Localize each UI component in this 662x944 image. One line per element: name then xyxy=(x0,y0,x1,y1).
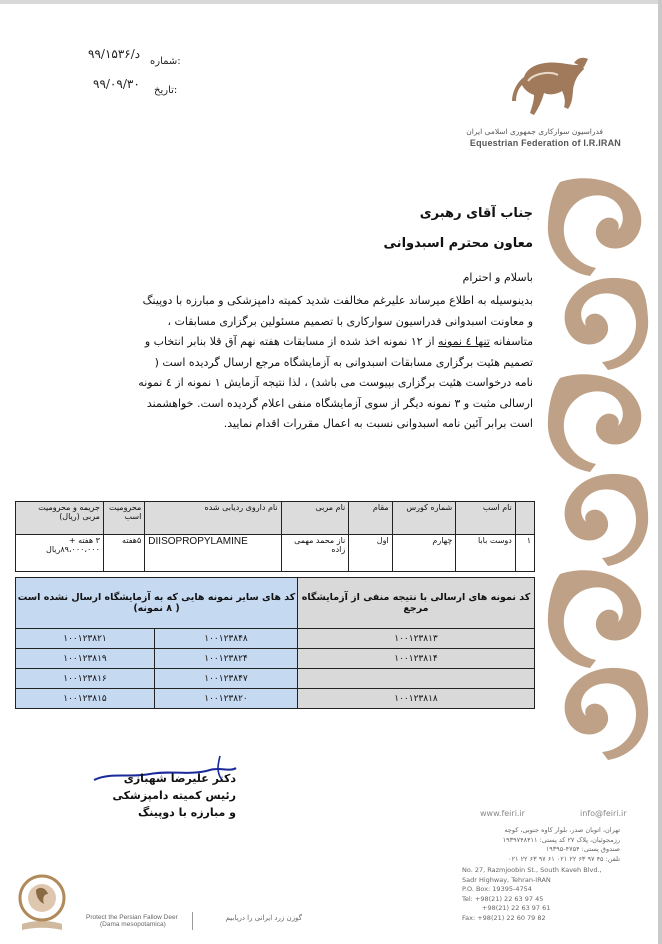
other-code: ۱۰۰۱۲۳۸۲۴ xyxy=(155,649,298,669)
body-line-5: نامه درخواست هئیت برگزاری بپیوست می باشد) ، لذا نتیجه آزمایش ۱ نمونه از ٤ نمونه xyxy=(138,376,533,389)
col-header-race-number: شماره کورس xyxy=(392,502,456,535)
violation-table-row xyxy=(16,535,535,572)
letter-date-value: ۹۹/۰۹/۳۰ xyxy=(93,77,140,91)
other-code: ۱۰۰۱۲۳۸۲۰ xyxy=(155,689,298,709)
cell-horse-name: دوست بابا xyxy=(456,535,516,572)
cell-trainer-fine: ۳ هفته + ۸۹،۰۰۰،۰۰۰ریال xyxy=(16,535,104,572)
deer-slogan-en xyxy=(86,914,178,928)
letter-number-label: شماره: xyxy=(150,56,181,67)
deer-slogan-en-sub: (Dama mesopotamica) xyxy=(100,921,166,928)
letter-number-value: ۹۹/د/۱۵۳۶ xyxy=(88,47,141,61)
col-header-horse-name: نام اسب xyxy=(456,502,516,535)
signer-name: دکتر علیرضا شهبازی xyxy=(123,772,236,785)
underlined-phrase: تنها ٤ نمونه xyxy=(438,335,490,348)
letter-body xyxy=(71,291,533,435)
signer-title-1: رئیس کمیته دامپزشکی xyxy=(112,789,236,802)
cell-trainer: ناز محمد مهمی زاده xyxy=(281,535,349,572)
negative-code xyxy=(298,669,535,689)
negative-code: ۱۰۰۱۲۳۸۱۴ xyxy=(298,649,535,669)
org-name-en: Equestrian Federation of I.R.IRAN xyxy=(469,138,621,148)
other-code: ۱۰۰۱۲۳۸۱۵ xyxy=(16,689,155,709)
deer-emblem-icon xyxy=(14,872,70,936)
address-fa-line: رزمجوئیان، پلاک ۲۷ کد پستی: ۱۹۳۹۷۴۸۴۱۱ xyxy=(502,835,620,844)
org-name-fa: فدراسیون سوارکاری جمهوری اسلامی ایران xyxy=(466,127,603,136)
violation-table-header-row xyxy=(16,502,535,535)
other-code: ۱۰۰۱۲۳۸۴۷ xyxy=(155,669,298,689)
col-header-rank: مقام xyxy=(349,502,392,535)
samples-row xyxy=(16,669,535,689)
address-en-line: +98(21) 22 63 97 61 xyxy=(482,904,551,912)
samples-row xyxy=(16,649,535,669)
cell-horse-ban: ۵هفته xyxy=(103,535,144,572)
signature-block xyxy=(56,770,236,821)
address-fa xyxy=(440,826,620,864)
page-top-border xyxy=(0,0,662,4)
page-right-border xyxy=(658,0,662,944)
address-en xyxy=(462,866,642,923)
address-en-line: P.O. Box: 19395-4754 xyxy=(462,885,532,893)
other-code: ۱۰۰۱۲۳۸۴۸ xyxy=(155,629,298,649)
body-line-3: متاسفانه تنها ٤ نمونه از ۱۲ نمونه اخذ شده از مسابقات هفته نهم آق قلا بنابر انتخاب و xyxy=(144,335,533,348)
samples-row xyxy=(16,689,535,709)
body-line-6: ارسالی مثبت و ۳ نمونه دیگر از سوی آزمایشگاه منفی اعلام گردیده است. خواهشمند xyxy=(146,396,533,410)
samples-table xyxy=(15,577,535,709)
col-header-index xyxy=(515,502,534,535)
address-en-line: Tel: +98(21) 22 63 97 45 xyxy=(462,894,544,903)
deer-slogan-en-line: Protect the Persian Fallow Deer xyxy=(86,914,178,921)
other-code: ۱۰۰۱۲۳۸۲۱ xyxy=(16,629,155,649)
other-code: ۱۰۰۱۲۳۸۱۶ xyxy=(16,669,155,689)
email-link[interactable]: info@feiri.ir xyxy=(580,809,627,818)
signer-title-2: و مبارزه با دوپینگ xyxy=(137,806,236,819)
body-line-4: تصمیم هئیت برگزاری مسابقات اسبدوانی به آزمایشگاه مرجع ارسال گردیده است ( xyxy=(154,355,533,369)
address-fa-line: تلفن: ۴۵ ۹۷ ۶۳ ۲۲ ۰۲۱ ۶۱ ۹۷ ۶۳ ۲۲ ۰۲۱ xyxy=(508,854,620,863)
recipient-line-2: معاون محترم اسبدوانی xyxy=(383,236,533,251)
col-header-trainer-fine: جریمه و محرومیت مربی (ریال) xyxy=(16,502,104,535)
body-line-1: بدینوسیله به اطلاع میرساند علیرغم مخالفت شدید کمیته دامپزشکی و مبارزه با دوپینگ xyxy=(142,294,533,307)
cell-rank: اول xyxy=(349,535,392,572)
address-en-line: Sadr Highway, Tehran-IRAN xyxy=(462,875,551,884)
cell-race-number: چهارم xyxy=(392,535,456,572)
address-en-line: Fax: +98(21) 22 60 79 82 xyxy=(462,913,546,922)
col-header-trainer: نام مربی xyxy=(281,502,349,535)
negative-code: ۱۰۰۱۲۳۸۱۸ xyxy=(298,689,535,709)
address-en-line: No. 27, Razmjoobin St., South Kaveh Blvd., xyxy=(462,866,602,874)
violation-table xyxy=(15,501,535,572)
cell-index: ۱ xyxy=(515,535,534,572)
other-samples-header: کد های سایر نمونه هایی که به آزمایشگاه ارسال نشده است ( ۸ نمونه) xyxy=(16,578,298,629)
negative-code: ۱۰۰۱۲۳۸۱۳ xyxy=(298,629,535,649)
address-fa-line: تهران، اتوبان صدر، بلوار کاوه جنوبی، کوچه xyxy=(504,826,620,834)
cell-drug: DIISOPROPYLAMINE xyxy=(145,535,281,572)
website-link[interactable]: www.feiri.ir xyxy=(480,809,525,818)
footer-divider xyxy=(192,912,193,930)
deer-slogan-fa: گوزن زرد ایرانی را دریابیم xyxy=(225,914,302,922)
samples-header-row xyxy=(16,578,535,629)
horse-logo-icon xyxy=(504,55,590,125)
body-line-2: و معاونت اسبدوانی فدراسیون سوارکاری با تصمیم مسئولین برگزاری مسابقات ، xyxy=(167,314,533,328)
decorative-ornament-icon xyxy=(540,172,656,770)
other-code: ۱۰۰۱۲۳۸۱۹ xyxy=(16,649,155,669)
negative-samples-header: کد نمونه های ارسالی با نتیجه منفی از آزمایشگاه مرجع xyxy=(298,578,535,629)
samples-row xyxy=(16,629,535,649)
address-fa-line: صندوق پستی: ۴۷۵۴-۱۹۳۹۵ xyxy=(545,845,620,853)
col-header-horse-ban: محرومیت اسب xyxy=(103,502,144,535)
greeting: باسلام و احترام xyxy=(462,271,533,284)
recipient-line-1: جناب آقای رهبری xyxy=(419,206,533,221)
col-header-drug: نام داروی ردیابی شده xyxy=(145,502,281,535)
body-line-7: است برابر آئین نامه اسبدوانی نسبت به اعمال مقررات اقدام نمایید. xyxy=(223,417,533,430)
letter-date-label: تاریخ: xyxy=(154,85,178,96)
